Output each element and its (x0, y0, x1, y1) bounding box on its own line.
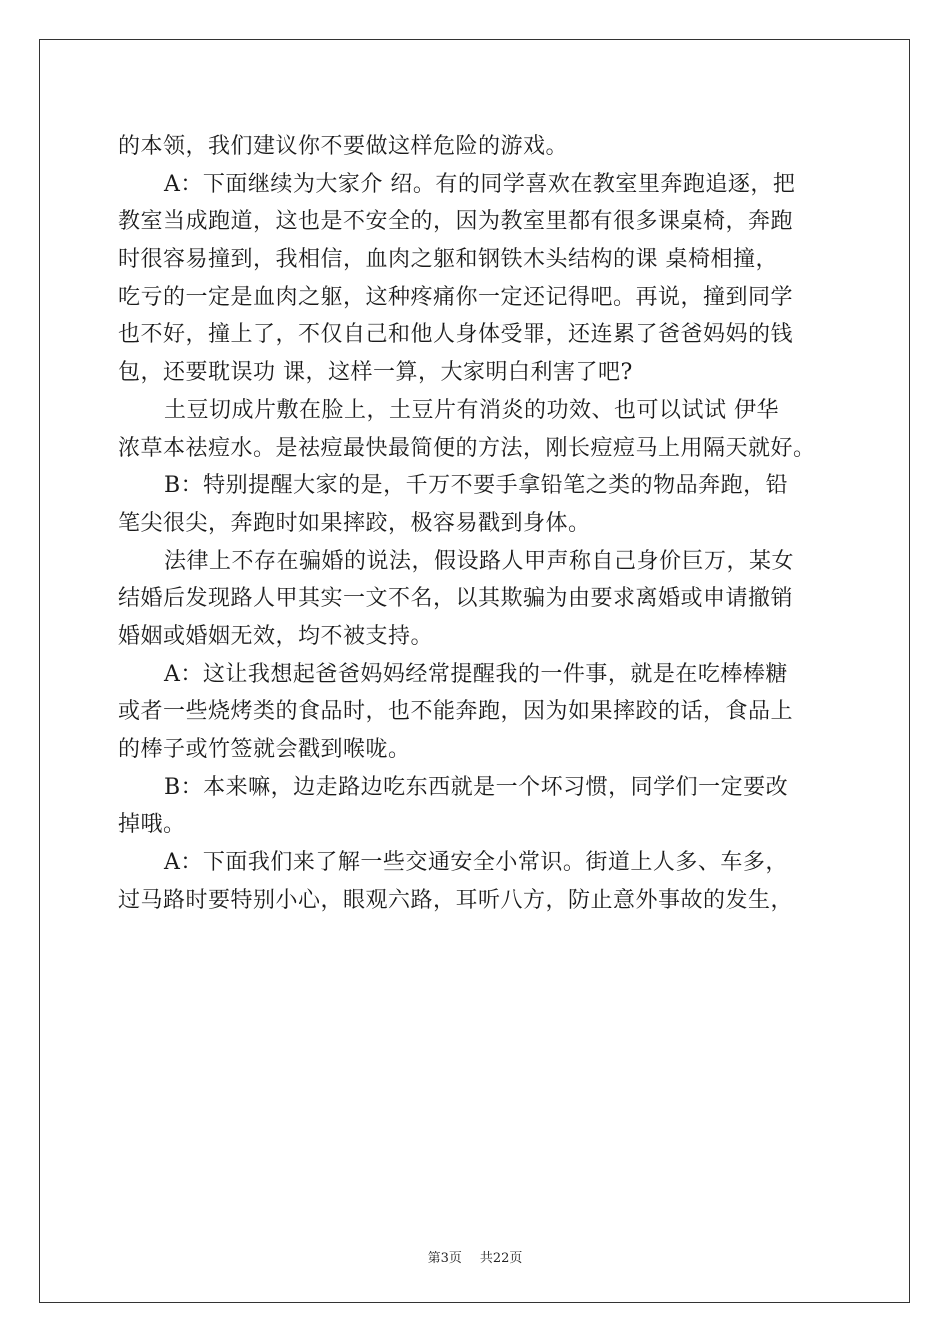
text-line: 时很容易撞到，我相信，血肉之躯和钢铁木头结构的课 桌椅相撞， (118, 247, 778, 273)
text-line: A：这让我想起爸爸妈妈经常提醒我的一件事，就是在吃棒棒糖 (164, 661, 788, 687)
text-line: 笔尖很尖，奔跑时如果摔跤，极容易戳到身体。 (118, 510, 591, 536)
text-line: A：下面我们来了解一些交通安全小常识。街道上人多、车多， (164, 850, 788, 876)
text-line: 教室当成跑道，这也是不安全的，因为教室里都有很多课桌椅，奔跑 (118, 209, 794, 235)
text-line: A：下面继续为大家介 绍。有的同学喜欢在教室里奔跑追逐，把 (164, 171, 796, 197)
text-line: 土豆切成片敷在脸上，土豆片有消炎的功效、也可以试试 伊华 (164, 397, 779, 423)
text-line: 结婚后发现路人甲其实一文不名，以其欺骗为由要求离婚或申请撤销 (118, 586, 794, 612)
text-line: 吃亏的一定是血肉之躯，这种疼痛你一定还记得吧。再说，撞到同学 (118, 284, 794, 310)
page-footer (0, 1247, 950, 1266)
text-line: 婚姻或婚姻无效，均不被支持。 (118, 623, 434, 649)
text-line: 浓草本祛痘水。是祛痘最快最简便的方法，刚长痘痘马上用隔天就好。 (118, 435, 816, 461)
page-total: 共22页 (479, 1251, 523, 1266)
page-number: 第3页 (427, 1251, 462, 1266)
text-line: 或者一些烧烤类的食品时，也不能奔跑，因为如果摔跤的话，食品上 (118, 699, 794, 725)
text-line: 包，还要耽误功 课，这样一算，大家明白利害了吧? (118, 360, 633, 386)
text-line: 也不好，撞上了，不仅自己和他人身体受罪，还连累了爸爸妈妈的钱 (118, 322, 794, 348)
text-line: 法律上不存在骗婚的说法，假设路人甲声称自己身价巨万，某女 (164, 548, 795, 574)
document-body (118, 128, 834, 919)
text-line: 掉哦。 (118, 812, 186, 838)
text-line: 过马路时要特别小心，眼观六路，耳听八方，防止意外事故的发生， (118, 887, 794, 913)
text-line: 的棒子或竹签就会戳到喉咙。 (118, 737, 411, 762)
text-line: B：本来嘛，边走路边吃东西就是一个坏习惯，同学们一定要改 (164, 774, 789, 800)
text-line: 的本领，我们建议你不要做这样危险的游戏。 (118, 134, 569, 159)
text-line: B：特别提醒大家的是，千万不要手拿铅笔之类的物品奔跑，铅 (164, 473, 789, 499)
